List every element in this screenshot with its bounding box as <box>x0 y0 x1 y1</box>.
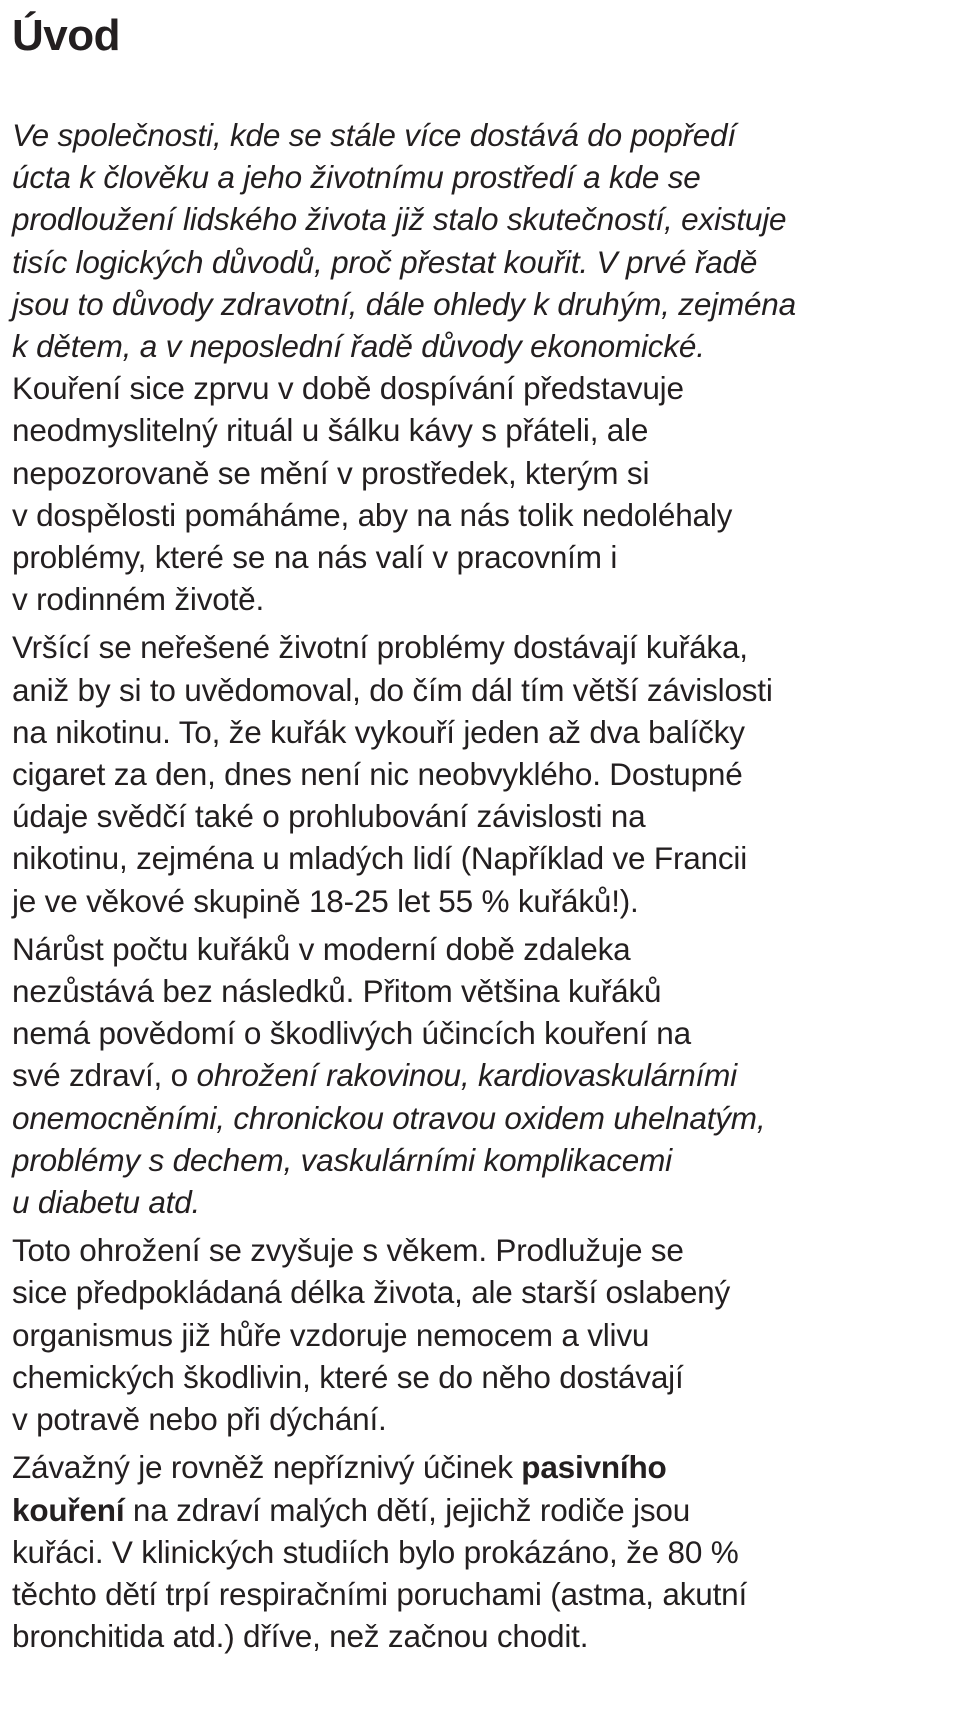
italic-text: úcta k člověku a jeho životnímu prostředí a kde se <box>12 159 701 196</box>
italic-text: jsou to důvody zdravotní, dále ohledy k druhým, zejména <box>12 285 796 322</box>
text-run: údaje svědčí také o prohlubování závislosti na <box>12 798 646 835</box>
text-run: nemá povědomí o škodlivých účincích kouření na <box>12 1015 691 1052</box>
text-run: v dospělosti pomáháme, aby na nás tolik nedoléhaly <box>12 496 733 533</box>
text-run: v potravě nebo při dýchání. <box>12 1401 387 1438</box>
text-line <box>12 1489 952 1531</box>
text-line <box>12 409 952 451</box>
text-line <box>12 452 952 494</box>
text-line <box>12 1356 952 1398</box>
italic-text: k dětem, a v neposlední řadě důvody ekonomické. <box>12 328 705 365</box>
text-line <box>12 114 952 156</box>
text-line <box>12 837 952 879</box>
text-line <box>12 1229 952 1271</box>
text-line <box>12 1531 952 1573</box>
text-line <box>12 578 952 620</box>
text-run: Závažný je rovněž nepříznivý účinek <box>12 1449 522 1486</box>
text-run: kuřáci. V klinických studiích bylo prokázáno, že 80 % <box>12 1533 739 1570</box>
text-line <box>12 928 952 970</box>
document-page <box>12 0 952 1657</box>
text-run: aniž by si to uvědomoval, do čím dál tím větší závislosti <box>12 671 773 708</box>
text-run: v rodinném životě. <box>12 581 265 618</box>
text-line <box>12 283 952 325</box>
text-run: neodmyslitelný rituál u šálku kávy s přáteli, ale <box>12 412 649 449</box>
text-run: nikotinu, zejména u mladých lidí (Například ve Francii <box>12 840 748 877</box>
text-line <box>12 1615 952 1657</box>
bold-text: pasivního <box>521 1449 667 1486</box>
text-run: bronchitida atd.) dříve, než začnou chodit. <box>12 1618 589 1655</box>
italic-text: tisíc logických důvodů, proč přestat kouřit. V prvé řadě <box>12 243 758 280</box>
italic-text: prodloužení lidského života již stalo skutečností, existuje <box>12 201 787 238</box>
text-line <box>12 241 952 283</box>
text-line <box>12 1446 952 1488</box>
text-run: sice předpokládaná délka života, ale starší oslabený <box>12 1274 731 1311</box>
text-run: problémy, které se na nás valí v pracovním i <box>12 539 618 576</box>
text-line <box>12 494 952 536</box>
text-run: na nikotinu. To, že kuřák vykouří jeden až dva balíčky <box>12 713 745 750</box>
text-run: Nárůst počtu kuřáků v moderní době zdaleka <box>12 930 631 967</box>
text-line <box>12 1054 952 1096</box>
text-line <box>12 795 952 837</box>
text-run: je ve věkové skupině 18-25 let 55 % kuřáků!). <box>12 882 639 919</box>
text-line <box>12 156 952 198</box>
text-run: na zdraví malých dětí, jejichž rodiče jsou <box>124 1491 691 1528</box>
text-run: Kouření sice zprvu v době dospívání představuje <box>12 370 684 407</box>
text-line <box>12 1271 952 1313</box>
text-line <box>12 325 952 367</box>
text-line <box>12 1314 952 1356</box>
italic-text: problémy s dechem, vaskulárními komplikacemi <box>12 1141 672 1178</box>
text-line <box>12 880 952 922</box>
text-line <box>12 1097 952 1139</box>
body-text <box>12 114 952 1657</box>
text-line <box>12 970 952 1012</box>
text-run: nepozorovaně se mění v prostředek, kterým si <box>12 454 650 491</box>
text-line <box>12 711 952 753</box>
text-run: těchto dětí trpí respiračními poruchami (astma, akutní <box>12 1575 748 1612</box>
text-run: Vršící se neřešené životní problémy dostávají kuřáka, <box>12 629 748 666</box>
text-line <box>12 626 952 668</box>
text-run: chemických škodlivin, které se do něho dostávají <box>12 1358 684 1395</box>
italic-text: onemocněními, chronickou otravou oxidem uhelnatým, <box>12 1099 766 1136</box>
text-line <box>12 1012 952 1054</box>
italic-text: ohrožení rakovinou, kardiovaskulárními <box>196 1057 737 1094</box>
text-run: cigaret za den, dnes není nic neobvyklého. Dostupné <box>12 756 743 793</box>
text-line <box>12 367 952 409</box>
text-line <box>12 536 952 578</box>
italic-text: Ve společnosti, kde se stále více dostává do popředí <box>12 117 736 153</box>
bold-text: kouření <box>12 1491 125 1528</box>
text-run: organismus již hůře vzdoruje nemocem a vlivu <box>12 1316 650 1353</box>
text-line <box>12 753 952 795</box>
italic-text: u diabetu atd. <box>12 1184 201 1221</box>
text-run: nezůstává bez následků. Přitom většina kuřáků <box>12 973 662 1010</box>
text-line <box>12 198 952 240</box>
text-run: své zdraví, o <box>12 1057 197 1094</box>
text-line <box>12 1573 952 1615</box>
page-title: Úvod <box>12 11 120 60</box>
text-line <box>12 669 952 711</box>
text-line <box>12 1398 952 1440</box>
text-run: Toto ohrožení se zvyšuje s věkem. Prodlužuje se <box>12 1232 684 1269</box>
text-line <box>12 1181 952 1223</box>
text-line <box>12 1139 952 1181</box>
